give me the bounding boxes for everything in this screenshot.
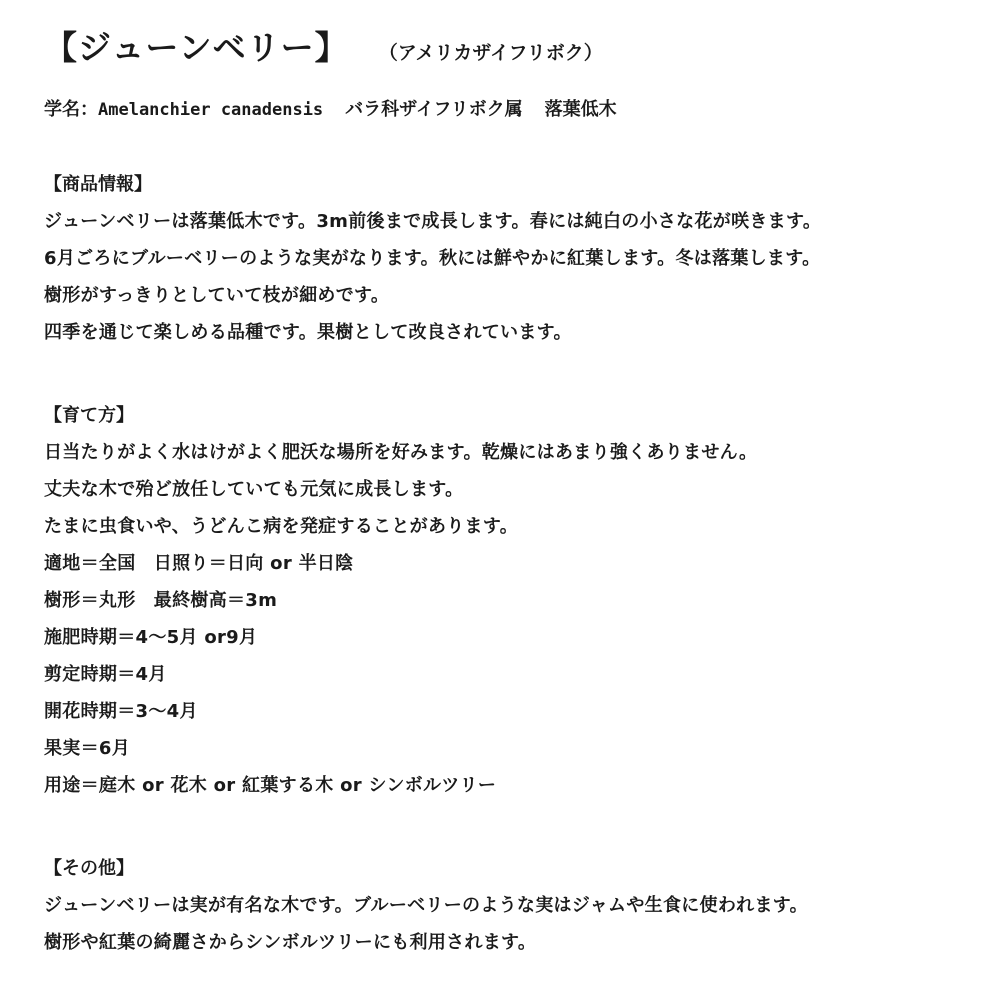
spec-line-fertilize: 施肥時期＝4～5月 or9月 — [44, 627, 258, 648]
title-row — [44, 22, 984, 66]
scientific-family: バラ科ザイフリボク属 — [345, 99, 523, 120]
spec-line-shape: 樹形＝丸形 最終樹高＝3m — [44, 590, 278, 611]
spec-line-prune: 剪定時期＝4月 — [44, 664, 167, 685]
section-product-info — [44, 166, 984, 351]
section-heading: 【育て方】 — [44, 405, 134, 426]
text-line: 樹形がすっきりとしていて枝が細めです。 — [44, 285, 390, 306]
scientific-name-line — [44, 96, 984, 124]
section-heading: 【商品情報】 — [44, 174, 152, 195]
scientific-latin-name: Amelanchier canadensis — [98, 100, 324, 120]
section-how-to-grow — [44, 397, 984, 804]
scientific-label: 学名： — [44, 99, 98, 120]
text-line: 丈夫な木で殆ど放任していても元気に成長します。 — [44, 479, 464, 500]
section-other — [44, 850, 984, 961]
text-line: 日当たりがよく水はけがよく肥沃な場所を好みます。乾燥にはあまり強くありません。 — [44, 442, 758, 463]
spec-line-fruit: 果実＝6月 — [44, 738, 131, 759]
text-line: ジューンベリーは実が有名な木です。ブルーベリーのような実はジャムや生食に使われます。 — [44, 895, 808, 916]
scientific-type: 落葉低木 — [544, 99, 617, 120]
document — [44, 22, 984, 961]
page-subtitle: （アメリカザイフリボク） — [378, 42, 603, 64]
spec-line-bloom: 開花時期＝3～4月 — [44, 701, 198, 722]
text-line: 6月ごろにブルーベリーのような実がなります。秋には鮮やかに紅葉します。冬は落葉します。 — [44, 248, 821, 269]
text-line: たまに虫食いや、うどんこ病を発症することがあります。 — [44, 516, 518, 537]
section-heading: 【その他】 — [44, 858, 134, 879]
text-line: 樹形や紅葉の綺麗さからシンボルツリーにも利用されます。 — [44, 932, 537, 953]
spec-line-usage: 用途＝庭木 or 花木 or 紅葉する木 or シンボルツリー — [44, 775, 497, 796]
page-title: 【ジューンベリー】 — [44, 28, 349, 67]
spec-line-region: 適地＝全国 日照り＝日向 or 半日陰 — [44, 553, 354, 574]
text-line: 四季を通じて楽しめる品種です。果樹として改良されています。 — [44, 322, 572, 343]
text-line: ジューンベリーは落葉低木です。3m前後まで成長します。春には純白の小さな花が咲きます。 — [44, 211, 822, 232]
